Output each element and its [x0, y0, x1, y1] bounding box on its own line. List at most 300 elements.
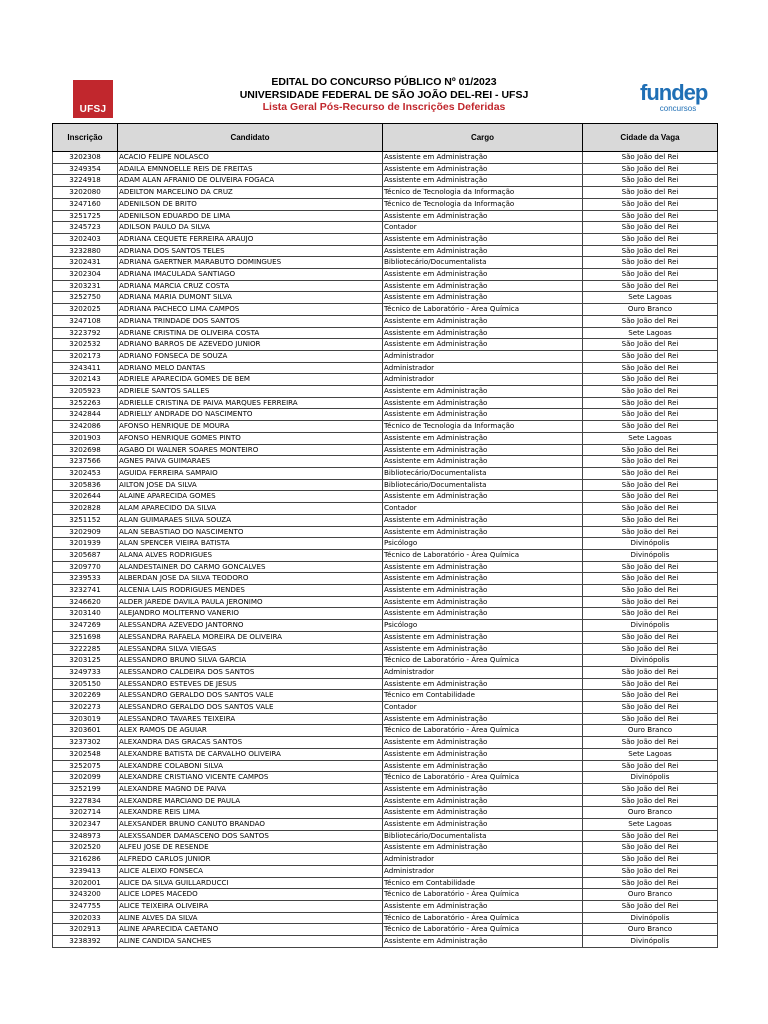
table-row — [53, 315, 718, 327]
cell-candidato: ADRIANA PACHECO LIMA CAMPOS — [118, 304, 383, 316]
table-row — [53, 737, 718, 749]
cell-cidade: São João del Rei — [583, 280, 718, 292]
cell-cargo: Assistente em Administração — [383, 175, 583, 187]
table-row — [53, 702, 718, 714]
cell-inscricao: 3202520 — [53, 842, 118, 854]
cell-candidato: ADRIELLY ANDRADE DO NASCIMENTO — [118, 409, 383, 421]
cell-cidade: São João del Rei — [583, 631, 718, 643]
table-row — [53, 760, 718, 772]
table-row — [53, 912, 718, 924]
cell-inscricao: 3203125 — [53, 655, 118, 667]
cell-cidade: São João del Rei — [583, 573, 718, 585]
cell-inscricao: 3202698 — [53, 444, 118, 456]
table-row — [53, 596, 718, 608]
cell-cargo: Assistente em Administração — [383, 737, 583, 749]
cell-inscricao: 3248973 — [53, 830, 118, 842]
table-row — [53, 386, 718, 398]
cell-cidade: São João del Rei — [583, 210, 718, 222]
cell-inscricao: 3251698 — [53, 631, 118, 643]
table-row — [53, 819, 718, 831]
table-row — [53, 339, 718, 351]
cell-cidade: Ouro Branco — [583, 725, 718, 737]
cell-cargo: Técnico de Laboratório - Área Química — [383, 304, 583, 316]
cell-cidade: São João del Rei — [583, 783, 718, 795]
cell-candidato: ADRIANO BARROS DE AZEVEDO JUNIOR — [118, 339, 383, 351]
fundep-logo: fundep concursos — [640, 80, 708, 113]
cell-cidade: São João del Rei — [583, 608, 718, 620]
cell-cargo: Assistente em Administração — [383, 807, 583, 819]
cell-inscricao: 3252263 — [53, 397, 118, 409]
cell-inscricao: 3216286 — [53, 854, 118, 866]
table-row — [53, 561, 718, 573]
cell-cargo: Assistente em Administração — [383, 514, 583, 526]
cell-cidade: São João del Rei — [583, 702, 718, 714]
cell-candidato: AFONSO HENRIQUE GOMES PINTO — [118, 432, 383, 444]
cell-candidato: ALFEU JOSE DE RESENDE — [118, 842, 383, 854]
table-row — [53, 280, 718, 292]
table-row — [53, 503, 718, 515]
cell-cargo: Assistente em Administração — [383, 573, 583, 585]
cell-inscricao: 3203601 — [53, 725, 118, 737]
cell-inscricao: 3249733 — [53, 666, 118, 678]
table-row — [53, 854, 718, 866]
cell-candidato: ALESSANDRO TAVARES TEIXEIRA — [118, 713, 383, 725]
cell-cidade: Divinópolis — [583, 655, 718, 667]
cell-inscricao: 3227834 — [53, 795, 118, 807]
table-row — [53, 936, 718, 948]
cell-cargo: Assistente em Administração — [383, 327, 583, 339]
cell-cidade: São João del Rei — [583, 222, 718, 234]
column-header-cidade: Cidade da Vaga — [583, 124, 718, 152]
cell-inscricao: 3247108 — [53, 315, 118, 327]
edital-title: EDITAL DO CONCURSO PÚBLICO Nº 01/2023 — [271, 76, 497, 88]
cell-candidato: ADEILTON MARCELINO DA CRUZ — [118, 187, 383, 199]
cell-cargo: Assistente em Administração — [383, 748, 583, 760]
cell-cidade: São João del Rei — [583, 386, 718, 398]
cell-inscricao: 3202403 — [53, 233, 118, 245]
table-body — [53, 152, 718, 948]
cell-inscricao: 3205687 — [53, 549, 118, 561]
table-row — [53, 865, 718, 877]
list-subtitle: Lista Geral Pós-Recurso de Inscrições Deferidas — [262, 101, 506, 113]
column-header-inscricao: Inscrição — [53, 124, 118, 152]
cell-cidade: São João del Rei — [583, 713, 718, 725]
cell-candidato: ADRIELE APARECIDA GOMES DE BEM — [118, 374, 383, 386]
cell-inscricao: 3202431 — [53, 257, 118, 269]
table-row — [53, 421, 718, 433]
cell-inscricao: 3202308 — [53, 152, 118, 164]
cell-cidade: São João del Rei — [583, 315, 718, 327]
cell-cidade: São João del Rei — [583, 175, 718, 187]
cell-candidato: ADRIANA IMACULADA SANTIAGO — [118, 269, 383, 281]
cell-cargo: Psicólogo — [383, 620, 583, 632]
table-row — [53, 409, 718, 421]
cell-inscricao: 3205150 — [53, 678, 118, 690]
cell-candidato: ALEX RAMOS DE AGUIAR — [118, 725, 383, 737]
cell-cargo: Assistente em Administração — [383, 783, 583, 795]
cell-cidade: Ouro Branco — [583, 889, 718, 901]
cell-candidato: ALEXANDRE COLABONI SILVA — [118, 760, 383, 772]
cell-cargo: Assistente em Administração — [383, 901, 583, 913]
table-row — [53, 444, 718, 456]
cell-cargo: Assistente em Administração — [383, 409, 583, 421]
cell-candidato: ALEXANDRE BATISTA DE CARVALHO OLIVEIRA — [118, 748, 383, 760]
cell-cargo: Assistente em Administração — [383, 315, 583, 327]
cell-candidato: ALESSANDRO BRUNO SILVA GARCIA — [118, 655, 383, 667]
cell-cidade: São João del Rei — [583, 152, 718, 164]
cell-cidade: Sete Lagoas — [583, 292, 718, 304]
table-row — [53, 842, 718, 854]
table-row — [53, 631, 718, 643]
cell-candidato: ALICE TEIXEIRA OLIVEIRA — [118, 901, 383, 913]
cell-cargo: Assistente em Administração — [383, 269, 583, 281]
cell-cidade: São João del Rei — [583, 456, 718, 468]
cell-cidade: São João del Rei — [583, 842, 718, 854]
cell-candidato: ALFREDO CARLOS JUNIOR — [118, 854, 383, 866]
cell-candidato: ADAILA EMNNOELLE REIS DE FREITAS — [118, 163, 383, 175]
cell-inscricao: 3237566 — [53, 456, 118, 468]
cell-candidato: ALAN SEBASTIAO DO NASCIMENTO — [118, 526, 383, 538]
cell-cargo: Contador — [383, 702, 583, 714]
cell-cidade: São João del Rei — [583, 690, 718, 702]
table-row — [53, 269, 718, 281]
cell-candidato: ALEXSANDER BRUNO CANUTO BRANDAO — [118, 819, 383, 831]
cell-inscricao: 3242086 — [53, 421, 118, 433]
cell-cidade: Divinópolis — [583, 772, 718, 784]
cell-cargo: Assistente em Administração — [383, 760, 583, 772]
cell-candidato: ADRIANA DOS SANTOS TELES — [118, 245, 383, 257]
cell-cargo: Técnico em Contabilidade — [383, 690, 583, 702]
cell-inscricao: 3247269 — [53, 620, 118, 632]
table-row — [53, 795, 718, 807]
cell-inscricao: 3205836 — [53, 479, 118, 491]
cell-cargo: Administrador — [383, 854, 583, 866]
cell-cidade: São João del Rei — [583, 245, 718, 257]
cell-cidade: Ouro Branco — [583, 807, 718, 819]
table-row — [53, 620, 718, 632]
cell-inscricao: 3237302 — [53, 737, 118, 749]
table-row — [53, 889, 718, 901]
cell-cargo: Assistente em Administração — [383, 456, 583, 468]
table-row — [53, 374, 718, 386]
cell-candidato: ALESSANDRO CALDEIRA DOS SANTOS — [118, 666, 383, 678]
cell-cargo: Assistente em Administração — [383, 713, 583, 725]
cell-cidade: São João del Rei — [583, 854, 718, 866]
table-row — [53, 432, 718, 444]
cell-candidato: ALEXANDRE MARCIANO DE PAULA — [118, 795, 383, 807]
cell-cargo: Técnico de Tecnologia da Informação — [383, 421, 583, 433]
cell-cidade: São João del Rei — [583, 561, 718, 573]
cell-cidade: Sete Lagoas — [583, 432, 718, 444]
cell-cargo: Psicólogo — [383, 538, 583, 550]
cell-inscricao: 3205923 — [53, 386, 118, 398]
table-row — [53, 573, 718, 585]
table-row — [53, 807, 718, 819]
cell-cargo: Assistente em Administração — [383, 210, 583, 222]
table-row — [53, 901, 718, 913]
cell-cargo: Assistente em Administração — [383, 386, 583, 398]
cell-cidade: São João del Rei — [583, 409, 718, 421]
table-row — [53, 152, 718, 164]
cell-candidato: ADRIANO FONSECA DE SOUZA — [118, 350, 383, 362]
table-row — [53, 479, 718, 491]
cell-cargo: Assistente em Administração — [383, 631, 583, 643]
cell-cidade: São João del Rei — [583, 830, 718, 842]
table-row — [53, 526, 718, 538]
cell-candidato: ADAM ALAN AFRANIO DE OLIVEIRA FOGACA — [118, 175, 383, 187]
cell-cargo: Assistente em Administração — [383, 608, 583, 620]
cell-cargo: Técnico de Tecnologia da Informação — [383, 187, 583, 199]
cell-inscricao: 3203231 — [53, 280, 118, 292]
table-row — [53, 456, 718, 468]
cell-cargo: Administrador — [383, 865, 583, 877]
cell-inscricao: 3252075 — [53, 760, 118, 772]
cell-candidato: ADRIANA TRINDADE DOS SANTOS — [118, 315, 383, 327]
cell-inscricao: 3202714 — [53, 807, 118, 819]
cell-candidato: ADRIANA MARIA DUMONT SILVA — [118, 292, 383, 304]
cell-inscricao: 3202453 — [53, 467, 118, 479]
cell-candidato: ALINE CANDIDA SANCHES — [118, 936, 383, 948]
cell-cargo: Técnico de Laboratório - Área Química — [383, 655, 583, 667]
cell-inscricao: 3243411 — [53, 362, 118, 374]
cell-inscricao: 3202099 — [53, 772, 118, 784]
cell-cidade: São João del Rei — [583, 585, 718, 597]
table-row — [53, 924, 718, 936]
cell-inscricao: 3239533 — [53, 573, 118, 585]
cell-cargo: Técnico de Laboratório - Área Química — [383, 924, 583, 936]
cell-candidato: ALINE APARECIDA CAETANO — [118, 924, 383, 936]
table-row — [53, 608, 718, 620]
cell-inscricao: 3209770 — [53, 561, 118, 573]
cell-candidato: ADRIANA CEQUETE FERREIRA ARAUJO — [118, 233, 383, 245]
cell-inscricao: 3202909 — [53, 526, 118, 538]
cell-cidade: São João del Rei — [583, 877, 718, 889]
cell-candidato: ALAM APARECIDO DA SILVA — [118, 503, 383, 515]
cell-cidade: São João del Rei — [583, 737, 718, 749]
cell-cargo: Assistente em Administração — [383, 526, 583, 538]
cell-cargo: Assistente em Administração — [383, 339, 583, 351]
cell-inscricao: 3202080 — [53, 187, 118, 199]
cell-cargo: Assistente em Administração — [383, 245, 583, 257]
cell-inscricao: 3202025 — [53, 304, 118, 316]
cell-cargo: Assistente em Administração — [383, 585, 583, 597]
cell-cargo: Assistente em Administração — [383, 491, 583, 503]
cell-cargo: Administrador — [383, 350, 583, 362]
cell-cidade: Sete Lagoas — [583, 748, 718, 760]
cell-candidato: ADRIANO MELO DANTAS — [118, 362, 383, 374]
table-row — [53, 210, 718, 222]
cell-candidato: ADRIELLE CRISTINA DE PAIVA MARQUES FERREIRA — [118, 397, 383, 409]
cell-inscricao: 3202913 — [53, 924, 118, 936]
cell-candidato: ADILSON PAULO DA SILVA — [118, 222, 383, 234]
cell-inscricao: 3203019 — [53, 713, 118, 725]
table-row — [53, 198, 718, 210]
cell-cidade: São João del Rei — [583, 187, 718, 199]
cell-cidade: Sete Lagoas — [583, 819, 718, 831]
cell-cargo: Técnico de Tecnologia da Informação — [383, 198, 583, 210]
table-row — [53, 233, 718, 245]
cell-cidade: São João del Rei — [583, 163, 718, 175]
cell-cidade: Divinópolis — [583, 620, 718, 632]
cell-cargo: Assistente em Administração — [383, 561, 583, 573]
table-row — [53, 467, 718, 479]
cell-inscricao: 3202532 — [53, 339, 118, 351]
cell-candidato: ALINE ALVES DA SILVA — [118, 912, 383, 924]
cell-cargo: Técnico de Laboratório - Área Química — [383, 889, 583, 901]
cell-candidato: ALESSANDRO ESTEVES DE JESUS — [118, 678, 383, 690]
cell-cidade: Divinópolis — [583, 538, 718, 550]
cell-inscricao: 3222285 — [53, 643, 118, 655]
table-row — [53, 304, 718, 316]
cell-inscricao: 3202143 — [53, 374, 118, 386]
cell-cargo: Bibliotecário/Documentalista — [383, 467, 583, 479]
cell-cargo: Assistente em Administração — [383, 432, 583, 444]
cell-cidade: São João del Rei — [583, 397, 718, 409]
table-row — [53, 514, 718, 526]
cell-inscricao: 3252750 — [53, 292, 118, 304]
cell-candidato: AILTON JOSE DA SILVA — [118, 479, 383, 491]
cell-candidato: AGUIDA FERREIRA SAMPAIO — [118, 467, 383, 479]
cell-inscricao: 3224918 — [53, 175, 118, 187]
cell-cidade: São João del Rei — [583, 795, 718, 807]
cell-cidade: São João del Rei — [583, 362, 718, 374]
cell-cargo: Assistente em Administração — [383, 795, 583, 807]
table-row — [53, 222, 718, 234]
table-row — [53, 327, 718, 339]
cell-candidato: AGNES PAIVA GUIMARAES — [118, 456, 383, 468]
table-row — [53, 538, 718, 550]
cell-cargo: Contador — [383, 503, 583, 515]
cell-inscricao: 3247160 — [53, 198, 118, 210]
cell-candidato: ALESSANDRO GERALDO DOS SANTOS VALE — [118, 690, 383, 702]
cell-inscricao: 3202001 — [53, 877, 118, 889]
column-header-cargo: Cargo — [383, 124, 583, 152]
cell-cidade: Sete Lagoas — [583, 327, 718, 339]
table-row — [53, 491, 718, 503]
cell-inscricao: 3252199 — [53, 783, 118, 795]
cell-inscricao: 3201903 — [53, 432, 118, 444]
cell-inscricao: 3202828 — [53, 503, 118, 515]
cell-cargo: Assistente em Administração — [383, 596, 583, 608]
cell-cidade: São João del Rei — [583, 339, 718, 351]
cell-cargo: Técnico em Contabilidade — [383, 877, 583, 889]
cell-candidato: ALESSANDRA SILVA VIEGAS — [118, 643, 383, 655]
cell-cidade: São João del Rei — [583, 760, 718, 772]
cell-cargo: Técnico de Laboratório - Área Química — [383, 772, 583, 784]
table-row — [53, 362, 718, 374]
table-row — [53, 175, 718, 187]
cell-candidato: ALANDESTAINER DO CARMO GONCALVES — [118, 561, 383, 573]
cell-cidade: Divinópolis — [583, 912, 718, 924]
cell-inscricao: 3202644 — [53, 491, 118, 503]
table-row — [53, 783, 718, 795]
cell-inscricao: 3232741 — [53, 585, 118, 597]
cell-cargo: Bibliotecário/Documentalista — [383, 830, 583, 842]
cell-cidade: São João del Rei — [583, 233, 718, 245]
cell-inscricao: 3202548 — [53, 748, 118, 760]
cell-inscricao: 3202173 — [53, 350, 118, 362]
cell-candidato: ALAINE APARECIDA GOMES — [118, 491, 383, 503]
cell-inscricao: 3202269 — [53, 690, 118, 702]
cell-inscricao: 3251725 — [53, 210, 118, 222]
cell-cidade: São João del Rei — [583, 526, 718, 538]
cell-cargo: Assistente em Administração — [383, 397, 583, 409]
cell-cidade: Ouro Branco — [583, 924, 718, 936]
cell-cargo: Técnico de Laboratório - Área Química — [383, 912, 583, 924]
table-row — [53, 713, 718, 725]
cell-cargo: Assistente em Administração — [383, 233, 583, 245]
cell-candidato: ALICE ALEIXO FONSECA — [118, 865, 383, 877]
cell-cidade: São João del Rei — [583, 514, 718, 526]
cell-cidade: São João del Rei — [583, 643, 718, 655]
cell-cargo: Administrador — [383, 374, 583, 386]
cell-candidato: ALESSANDRA RAFAELA MOREIRA DE OLIVEIRA — [118, 631, 383, 643]
table-row — [53, 690, 718, 702]
cell-candidato: ALAN SPENCER VIEIRA BATISTA — [118, 538, 383, 550]
cell-cargo: Assistente em Administração — [383, 643, 583, 655]
cell-cidade: São João del Rei — [583, 865, 718, 877]
table-row — [53, 678, 718, 690]
table-row — [53, 655, 718, 667]
cell-candidato: ADRIANA MARCIA CRUZ COSTA — [118, 280, 383, 292]
table-row — [53, 772, 718, 784]
cell-candidato: ALESSANDRA AZEVEDO JANTORNO — [118, 620, 383, 632]
cell-cargo: Assistente em Administração — [383, 678, 583, 690]
table-row — [53, 877, 718, 889]
cell-cidade: São João del Rei — [583, 666, 718, 678]
cell-candidato: ALICE DA SILVA GUILLARDUCCI — [118, 877, 383, 889]
table-row — [53, 350, 718, 362]
cell-cargo: Assistente em Administração — [383, 163, 583, 175]
cell-candidato: ALEXANDRA DAS GRACAS SANTOS — [118, 737, 383, 749]
cell-cidade: São João del Rei — [583, 257, 718, 269]
cell-candidato: ALESSANDRO GERALDO DOS SANTOS VALE — [118, 702, 383, 714]
cell-candidato: ALANA ALVES RODRIGUES — [118, 549, 383, 561]
cell-inscricao: 3223792 — [53, 327, 118, 339]
cell-inscricao: 3202273 — [53, 702, 118, 714]
cell-cargo: Técnico de Laboratório - Área Química — [383, 725, 583, 737]
table-row — [53, 257, 718, 269]
cell-candidato: ADENILSON DE BRITO — [118, 198, 383, 210]
cell-cidade: Divinópolis — [583, 936, 718, 948]
cell-cargo: Assistente em Administração — [383, 292, 583, 304]
cell-candidato: ALAN GUIMARAES SILVA SOUZA — [118, 514, 383, 526]
cell-candidato: ALEJANDRO MOLITERNO VANERIO — [118, 608, 383, 620]
cell-candidato: ACACIO FELIPE NOLASCO — [118, 152, 383, 164]
cell-cargo: Assistente em Administração — [383, 819, 583, 831]
cell-cargo: Assistente em Administração — [383, 152, 583, 164]
table-row — [53, 245, 718, 257]
cell-inscricao: 3238392 — [53, 936, 118, 948]
cell-cidade: São João del Rei — [583, 479, 718, 491]
table-row — [53, 643, 718, 655]
cell-cargo: Bibliotecário/Documentalista — [383, 257, 583, 269]
cell-cargo: Bibliotecário/Documentalista — [383, 479, 583, 491]
cell-cargo: Técnico de Laboratório - Área Química — [383, 549, 583, 561]
table-row — [53, 163, 718, 175]
cell-candidato: ADRIANA GAERTNER MARABUTO DOMINGUES — [118, 257, 383, 269]
cell-cidade: São João del Rei — [583, 491, 718, 503]
table-row — [53, 585, 718, 597]
ufsj-logo: UFSJ — [73, 80, 113, 118]
cell-cidade: São João del Rei — [583, 350, 718, 362]
cell-candidato: ALEXANDRE CRISTIANO VICENTE CAMPOS — [118, 772, 383, 784]
cell-cargo: Contador — [383, 222, 583, 234]
cell-cidade: São João del Rei — [583, 444, 718, 456]
cell-cidade: São João del Rei — [583, 678, 718, 690]
cell-inscricao: 3202304 — [53, 269, 118, 281]
cell-cidade: São João del Rei — [583, 503, 718, 515]
